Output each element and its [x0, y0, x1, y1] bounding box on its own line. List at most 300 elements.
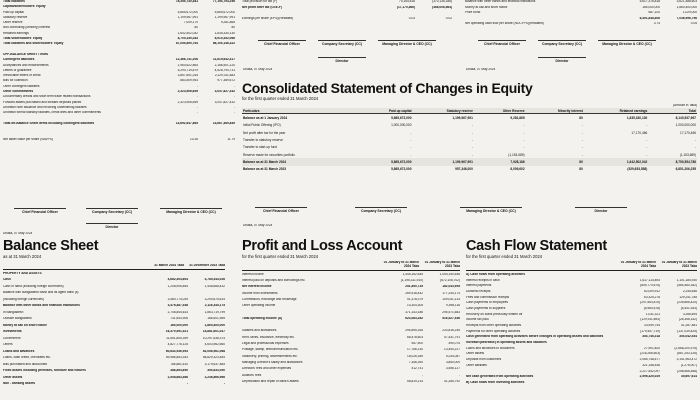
row-label: Total off-Balance Sheet items including contingent liabilities	[3, 121, 95, 125]
row-value-1: 66,478,603	[407, 335, 423, 339]
equity-cell: -	[410, 145, 412, 150]
row-value-1: 2,558,683,466	[167, 375, 188, 379]
row-value-1: 165,000,000	[170, 323, 188, 327]
sig-cfo-right	[478, 40, 526, 46]
equity-cell: 17,170,466	[631, 130, 648, 135]
row-value-2: (2,668,200,975)	[674, 346, 697, 350]
row-label: Cash payments to suppliers	[466, 306, 506, 310]
row-value-2: 41,285,792	[444, 379, 460, 383]
row-value-2: 1,860,400,000	[676, 5, 697, 9]
row-label: Interest receipts in cash	[466, 278, 500, 282]
equity-row	[242, 121, 697, 128]
equity-cell: -	[646, 145, 648, 150]
row-value-2: 62,008,961,068	[202, 349, 225, 353]
equity-header-cell: Retained earnings	[584, 108, 648, 114]
row-value-2: 80	[231, 26, 235, 30]
row-label: Total provision for tax (F)	[242, 0, 278, 3]
equity-cell: -	[694, 145, 696, 150]
row-label: Other operating income	[242, 304, 276, 308]
row-value-1: 388,894,690	[170, 369, 188, 373]
date-left: Dhaka, 07 May 2024	[3, 232, 33, 235]
row-label: Money at call on short notice	[3, 323, 47, 327]
row-label: Acceptances and endorsements	[3, 63, 49, 67]
row-value-2: 11.79	[227, 137, 235, 141]
row-value-2: 516,527,536	[442, 316, 460, 320]
balance-col1: 31 March 2024 Taka	[154, 264, 184, 267]
row-value-2: 1,054,150,648	[439, 272, 460, 276]
equity-cell: -	[581, 145, 583, 150]
row-value-1: 5,294,719,879	[177, 68, 198, 72]
row-value-2: 10,297,636,374	[202, 336, 225, 340]
row-value-2: 47,431,791	[444, 335, 460, 339]
row-value-2: 45,697,614	[681, 375, 697, 379]
row-value-2: 2,116,345,175	[204, 304, 225, 308]
row-value-1: 251,850,735	[405, 285, 423, 289]
row-value-2: (672,106,702)	[440, 279, 460, 283]
equity-cell: 8,140,537,967	[675, 115, 696, 120]
sig-cs-left	[86, 208, 138, 214]
row-label: In Bangladesh	[3, 310, 24, 314]
equity-title: Consolidated Statement of Changes in Equity	[242, 80, 533, 96]
equity-header-cell: Particulars	[242, 108, 359, 114]
row-value-1: 1,642,502,042	[177, 31, 198, 35]
sig-cfo-eq	[255, 207, 307, 213]
row-value-1: 5,865,672,000	[177, 10, 198, 14]
row-label: Loans and advances	[3, 349, 35, 353]
row-value-2	[663, 381, 697, 387]
equity-cell: 7,928,186	[510, 160, 525, 165]
row-value-2: 977,389,672	[217, 79, 235, 83]
row-value-1: 786,881,610	[170, 362, 188, 366]
row-value-2: 1,029,000	[682, 11, 697, 15]
row-label: Other commitments	[3, 90, 34, 94]
equity-cell: -	[523, 145, 525, 150]
sig-cs-eq	[355, 207, 407, 213]
row-label: PROPERTY AND ASSETS	[3, 271, 42, 275]
profit-col2: 01 January to 31 March 2023 Taka	[424, 261, 460, 268]
left-top-section	[3, 0, 235, 143]
equity-cell: Net profit after tax for the year	[243, 130, 286, 135]
row-value-2: -	[223, 382, 225, 386]
date-right: Dhaka, 07 May 2024	[466, 68, 496, 71]
row-value-2: 14,667,469,849	[212, 121, 235, 125]
row-value-2: 9,498,116	[446, 304, 460, 308]
sig-cs-mid	[318, 40, 366, 46]
equity-header-cell: Total	[648, 108, 697, 114]
sig-md-mid-label: Managing Director & CEO (CC)	[382, 42, 432, 46]
row-value-1: 0.03	[408, 16, 415, 20]
row-label: Dividend receipts	[466, 289, 491, 293]
row-value-2: 129,241,785	[679, 295, 697, 299]
row-value-2: 1,860,400,000	[204, 323, 225, 327]
row-label: Government	[3, 336, 21, 340]
row-value-1: 1,031,321	[645, 312, 660, 316]
row-value-1: 2,746,844,633	[167, 310, 188, 314]
profit-title: Profit and Loss Account	[242, 238, 403, 254]
row-value-2: 4,603,962,660	[204, 343, 225, 347]
equity-cell: -	[581, 130, 583, 135]
row-value-2: 4,785,344,026	[204, 278, 225, 282]
row-value-2: -	[458, 373, 460, 377]
statement-row	[466, 381, 697, 387]
sig-cfo-left-label: Chief Financial Officer	[22, 210, 58, 214]
row-value-1: 1,208,906,854	[167, 284, 188, 288]
row-label: Income tax paid	[466, 318, 489, 322]
row-value-1: 687,100	[648, 11, 660, 15]
sig-cfo-left	[14, 208, 66, 214]
row-value-2: (564,480,182)	[677, 284, 697, 288]
sig-dir-eq-label: Director	[594, 209, 608, 213]
equity-cell: -	[646, 123, 648, 128]
row-value-1: 321,158,536	[642, 363, 660, 367]
row-value-1: 2,323,906,659	[177, 90, 198, 94]
equity-cell: -	[523, 123, 525, 128]
equity-cell: -	[523, 137, 525, 142]
row-value-2: 2,246,866,966	[204, 375, 225, 379]
row-label: Irrevocable letters of credit	[3, 74, 41, 78]
row-value-2: 9,281,865	[220, 21, 235, 25]
sig-md-mid	[378, 40, 436, 46]
row-value-2: -	[233, 111, 235, 115]
date-mid: Dhaka, 07 May 2024	[243, 68, 273, 71]
row-value-1: (17,170,466)	[396, 5, 415, 9]
row-value-2: 86,105,146,322	[212, 42, 235, 46]
row-value-1: 16,379,591,521	[165, 330, 188, 334]
equity-cell: Initial Public Offering (IPO)	[243, 123, 281, 128]
right-top-rows	[465, 0, 697, 28]
row-value-1: 80	[194, 26, 198, 30]
row-value-1: 13.26	[190, 137, 198, 141]
equity-cell: -	[523, 130, 525, 135]
sig-dir-right	[538, 57, 586, 63]
row-label: Other assets	[3, 375, 23, 379]
equity-cell: 80	[579, 160, 583, 165]
row-value-2: 11,619,642,417	[213, 58, 235, 62]
sig-cs-mid-label: Company Secretary (CC)	[322, 42, 362, 46]
equity-cell: -	[581, 123, 583, 128]
row-value-1: 62,009,912	[644, 289, 660, 293]
row-label: Contingent liabilities	[3, 58, 35, 62]
row-value-1: 58,819,214	[407, 379, 423, 383]
equity-cell: 5,865,672,000	[391, 167, 412, 172]
row-label: Net interest income	[242, 285, 272, 289]
row-value-2: 4,528,794,731	[214, 68, 235, 72]
row-label: Balance with Bangladesh Bank and its agent bank (s)	[3, 291, 79, 295]
row-value-1: 60,843,936,953	[165, 349, 188, 353]
sig-md-left-label: Managing Director & CEO (CC)	[166, 210, 216, 214]
equity-body	[242, 114, 697, 174]
equity-cell: -	[646, 152, 648, 157]
row-label: Paid up capital	[3, 10, 24, 14]
row-label: Salaries and allowances	[242, 329, 277, 333]
row-value-1: 11,551,805,399	[166, 336, 188, 340]
row-label: Directors' fees and other expenses	[242, 367, 292, 371]
row-label: Bills for collection	[3, 79, 28, 83]
equity-cell: Balance as at 31 March 2023	[243, 167, 287, 172]
row-value-1: 33,949,754	[644, 324, 660, 327]
row-label: Auditors' fees	[242, 373, 262, 377]
row-value-2: (258,568,558)	[677, 369, 697, 373]
row-label: Bills purchased and discounted	[3, 362, 48, 366]
row-value-1: (129,911,893)	[640, 318, 660, 322]
row-label: Total shareholders' equity	[3, 37, 43, 41]
row-label: Net profit after tax (G=E-F)	[242, 5, 282, 9]
row-value-1: 1,445,162,645	[402, 272, 423, 276]
row-value-2: 295,571,683	[442, 310, 460, 314]
row-label: B) Cash flows from investing activities	[466, 380, 525, 384]
row-value-2: 1,101,184,930	[676, 278, 697, 282]
row-value-2: 394,633,050	[207, 369, 225, 373]
equity-cell: -	[471, 145, 473, 150]
row-value-2: 5,865,672,000	[214, 10, 235, 14]
row-label: Interest payments	[466, 284, 492, 288]
row-value-2: 0.02	[445, 16, 452, 20]
row-value-1: 1,617,114,893	[639, 278, 660, 282]
row-value-1: 165,000,000	[642, 5, 660, 9]
row-value-1: (1,195,311,910)	[400, 279, 423, 283]
row-value-1: 59,986,853,343	[165, 356, 188, 360]
row-label: Loans and advances to customers	[466, 346, 515, 350]
profit-col-header	[242, 261, 460, 271]
balance-col-header	[3, 264, 225, 270]
equity-row	[242, 166, 697, 173]
row-value-1: -	[196, 105, 198, 109]
equity-cell: 1,000,000,000	[391, 123, 412, 128]
equity-cell: 1,642,502,042	[626, 160, 648, 165]
row-value-1: 6,491,848,806	[639, 16, 660, 20]
row-value-2: 0.05	[690, 22, 697, 26]
row-value-2: (667,253,126)	[677, 352, 697, 356]
row-label: Payments for other operating activities	[466, 329, 521, 333]
row-value-1: -	[196, 111, 198, 115]
equity-cell: (1,153,689)	[679, 152, 696, 157]
row-label: Recovery on loans previously written off	[466, 312, 523, 316]
row-value-1: 78,355,740,481	[175, 0, 198, 3]
row-value-2: 58,829,323,484	[202, 356, 225, 360]
equity-cell: Transfer to start-up fund	[243, 145, 278, 150]
equity-cell: -	[581, 137, 583, 142]
equity-cell: 5,865,672,000	[391, 160, 412, 165]
cash-rows	[466, 273, 697, 387]
row-value-1: 1,960,622,864	[177, 63, 198, 67]
equity-row	[242, 114, 697, 122]
row-value-2: 3,850,000	[445, 360, 460, 364]
row-label: Cash	[3, 278, 11, 282]
row-value-1: (179,457,719)	[640, 329, 660, 333]
equity-cell: 17,170,466	[680, 130, 696, 135]
cash-col2: 01 January to 31 March 2023 Taka	[661, 261, 697, 268]
sig-dir-eq	[575, 207, 627, 213]
row-label: Capital/shareholders' equity	[3, 5, 46, 9]
row-label: Money at call and short notice	[465, 5, 508, 9]
equity-cell: -	[471, 152, 473, 157]
row-label: Cash generated from operating activities before changes in operating assets and liabilities	[466, 335, 604, 339]
profit-rows	[242, 273, 460, 386]
equity-cell: 1,000,000,000	[675, 123, 696, 128]
equity-cell: -	[410, 130, 412, 135]
row-label: Cash in hand (including foreign currencies)	[3, 284, 64, 288]
equity-cell: -	[646, 137, 648, 142]
row-value-1: 295,895,165	[405, 329, 423, 333]
row-value-1: 2,085,748,677	[639, 358, 660, 362]
row-label: Cash payments to employees	[466, 301, 508, 305]
row-label: Other contingent liabilities	[3, 84, 40, 88]
row-label: Investments	[3, 330, 22, 334]
sig-cs-left-label: Company Secretary (CC)	[92, 210, 132, 214]
equity-cell: 80	[579, 167, 583, 172]
row-label: Loans, cash credit, overdrafts etc.	[3, 356, 51, 360]
row-value-1: 14,304,305	[407, 304, 423, 308]
sig-md-eq-label: Managing Director & CEO (CC)	[466, 209, 516, 213]
row-label: Documentary credits and short term trade related transactions	[3, 95, 91, 99]
row-label: Other reserve	[3, 21, 23, 25]
cash-title: Cash Flow Statement	[466, 238, 607, 254]
row-value-1: 3.74	[653, 22, 660, 26]
statement-row	[3, 138, 235, 143]
row-value-1: -	[421, 373, 423, 377]
row-value-1: -	[196, 95, 198, 99]
row-value-2: -	[233, 84, 235, 88]
equity-cell: 8,009,602	[510, 167, 525, 172]
statement-row	[465, 22, 697, 28]
equity-cell: 1,199,967,991	[452, 160, 473, 165]
equity-cell: 957,346,000	[455, 167, 473, 172]
row-label: Undrawn note issuance and revolving underwriting facilities	[3, 105, 87, 109]
row-value-1: 3,476,487,538	[167, 304, 188, 308]
row-value-1: 91,378,379	[407, 298, 423, 301]
row-value-1: 87,055,890,764	[175, 42, 198, 46]
row-label: Interest income	[242, 272, 264, 276]
row-value-2: 1,863,719,799	[204, 310, 225, 314]
row-label: Prize bond	[465, 11, 481, 15]
row-value-2: (5,441,933)	[680, 306, 697, 310]
row-label: Interest paid on deposits and borrowings etc.	[242, 279, 306, 283]
row-value-1: 623,083,282	[405, 316, 423, 320]
row-value-1: 557,500	[411, 342, 423, 346]
sig-dir-right-label: Director	[555, 59, 569, 63]
row-value-2: 3,266,694	[682, 312, 697, 316]
row-value-2: 3,621,488,603	[676, 0, 697, 3]
row-value-2: 1,835,330,130	[214, 31, 235, 35]
equity-cell: -	[471, 130, 473, 135]
row-value-2: 77,194,794,256	[212, 0, 235, 3]
cash-subtitle: for the first quarter ended 31 March 2024	[466, 254, 543, 259]
equity-header-cell: Other Reserve	[474, 108, 526, 114]
row-value-2: 177,244,174	[442, 291, 460, 295]
balance-col2: 31 December 2023 Taka	[189, 264, 225, 267]
row-value-1: 371,143,186	[405, 310, 423, 314]
row-label: Earnings per share (EPS)(Restated)	[242, 16, 294, 20]
row-label: Net operating cash flow per share (NOCFPS)(Restated)	[465, 22, 544, 26]
row-value-1: 412,741	[411, 367, 423, 371]
row-value-1: (5,980,678)	[643, 306, 660, 310]
equity-row	[242, 144, 697, 151]
row-value-2: (468,006,564)	[432, 5, 452, 9]
row-value-1: 4,827,776,125	[167, 343, 188, 347]
row-label: Deposits from customers	[466, 358, 502, 362]
row-value-2: 166,601,989	[207, 317, 225, 321]
row-label: Others	[3, 343, 13, 347]
row-value-1: 2,323,906,659	[177, 100, 198, 104]
row-value-1: 3,480,774,039	[167, 297, 188, 301]
sig-dir-left-label: Director	[105, 225, 119, 229]
row-value-1: (809,770,675)	[640, 284, 660, 288]
mid-top-section	[242, 0, 452, 22]
row-label: Total liabilities	[3, 0, 25, 3]
sig-cs-right	[538, 40, 586, 46]
row-label: Fees and commission receipts	[466, 295, 510, 299]
row-label: Fixed assets including premises, furniture and fixtures	[3, 369, 86, 373]
row-value-1: 27,901,820	[644, 346, 660, 350]
sig-dir-left	[86, 223, 138, 229]
date-eq: Dhaka, 07 May 2024	[243, 224, 273, 227]
cash-col1: 01 January to 31 March 2024 Taka	[620, 261, 656, 268]
row-value-2: 13,440,227	[444, 348, 460, 352]
row-value-2: 3,047,827,432	[214, 90, 235, 94]
sig-cfo-eq-label: Chief Financial Officer	[263, 209, 299, 213]
sig-dir-mid	[318, 57, 366, 63]
row-value-2: 3,141,963,472	[676, 358, 697, 362]
sig-cfo-right-label: Chief Financial Officer	[484, 42, 520, 46]
row-value-2: 14,881,601,037	[202, 330, 225, 334]
sig-dir-mid-label: Director	[335, 59, 349, 63]
row-value-2: -	[233, 95, 235, 99]
row-value-1: 17,766,130	[407, 348, 423, 352]
equity-cell: Balance as at 1 January 2024	[243, 115, 288, 120]
row-value-1: 4,682,304,604	[167, 278, 188, 282]
sig-cfo-mid	[258, 40, 306, 46]
row-label: A) Cash flows from operating activities	[466, 272, 525, 276]
row-label: Total operating income (A)	[242, 316, 283, 320]
row-label: Legal and professional expenses	[242, 342, 289, 346]
row-value-2: (137,039,425)	[677, 329, 697, 333]
statement-row	[242, 380, 460, 386]
equity-header-cell: Paid up capital	[359, 108, 412, 114]
equity-cell: Balance as at 31 March 2024	[243, 160, 287, 165]
row-value-1: 269,918,442	[405, 291, 423, 295]
equity-cell: -	[471, 137, 473, 142]
row-value-1: (216,266,603)	[640, 352, 660, 356]
row-value-1: 5,617,376,818	[639, 0, 660, 3]
sig-md-right	[598, 40, 656, 46]
row-label: Forward assets purchased and forward deposits placed	[3, 100, 82, 104]
statement-row	[242, 17, 452, 23]
row-value-2: 2,186,501,120	[214, 63, 235, 67]
balance-subtitle: as at 31 March 2024	[3, 254, 42, 259]
row-label: (including foreign currencies)	[3, 297, 44, 301]
equity-row	[242, 129, 697, 136]
equity-section	[242, 80, 697, 173]
row-value-1: 12,368,741,206	[175, 58, 198, 62]
row-label: Income from investments	[242, 291, 278, 295]
equity-cell: -	[410, 137, 412, 142]
row-value-1: 731,643,906	[170, 317, 188, 321]
row-value-2: 9,244,087	[445, 354, 460, 358]
equity-cell: (1,153,689)	[508, 152, 525, 157]
row-value-2: 3,556,127	[445, 367, 460, 371]
row-value-2: 3,290,675,614	[204, 297, 225, 301]
statement-row	[3, 382, 225, 389]
equity-cell: 80	[579, 115, 583, 120]
row-label: Balance with other banks and financial institutions	[3, 304, 80, 308]
row-value-2: (26,356,142)	[678, 318, 697, 322]
row-value-1: 354,746,318	[642, 335, 660, 339]
row-label: Postage, stamp, telecommunication etc.	[242, 348, 299, 352]
equity-cell: Reserve made for securities portfolio	[243, 152, 295, 157]
row-label: Stationery, printing, advertisements etc.	[242, 354, 298, 358]
row-value-1: 7,009,170	[183, 21, 198, 25]
row-value-2: 182,043,955	[442, 285, 460, 289]
